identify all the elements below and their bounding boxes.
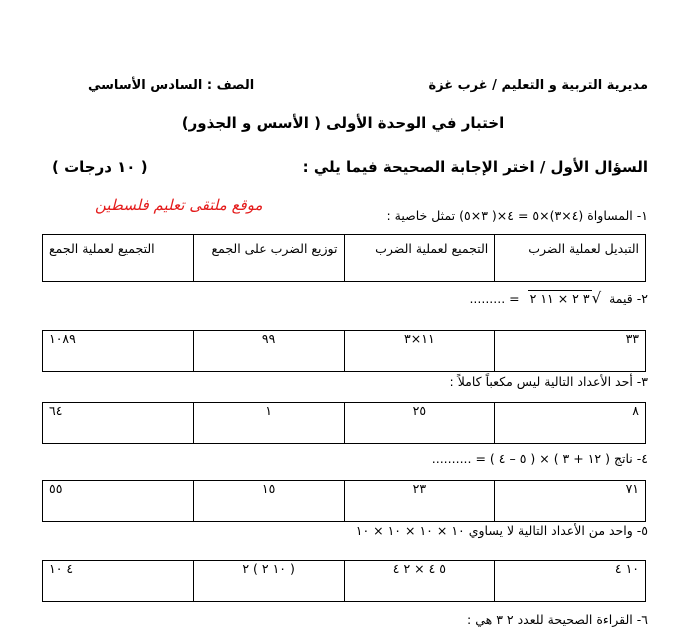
question-2-radicand: ٣ ٢ × ١١ ٢: [529, 291, 590, 306]
option-d[interactable]: التجميع لعملية الجمع: [43, 235, 194, 282]
option-d[interactable]: ٥٥: [43, 481, 194, 522]
option-d[interactable]: ٦٤: [43, 403, 194, 444]
watermark-text: موقع ملتقى تعليم فلسطين: [95, 196, 263, 214]
option-b[interactable]: ٢٥: [344, 403, 495, 444]
question-2-suffix: = .........: [469, 291, 520, 306]
section-marks: ( ١٠ درجات ): [52, 158, 148, 176]
question-4-text: ٤- ناتج ( ١٢ + ٣ ) × ( ٥ – ٤ ) = ..........: [431, 451, 648, 466]
section-heading: السؤال الأول / اختر الإجابة الصحيحة فيما يلي :: [302, 158, 648, 176]
option-a[interactable]: ٣٣: [495, 331, 646, 372]
question-2-prefix: ٢- قيمة: [609, 291, 648, 306]
question-6-text: ٦- القراءة الصحيحة للعدد ٢ ٣ هي :: [467, 612, 648, 627]
option-c[interactable]: ١: [193, 403, 344, 444]
exam-title: اختبار في الوحدة الأولى ( الأسس و الجذور): [181, 114, 505, 132]
option-b[interactable]: ٥ ٤ × ٢ ٤: [344, 561, 495, 602]
option-d[interactable]: ١٠٨٩: [43, 331, 194, 372]
question-1-options: [42, 234, 646, 282]
question-3-options: [42, 402, 646, 444]
question-4-options: [42, 480, 646, 522]
option-c[interactable]: توزيع الضرب على الجمع: [193, 235, 344, 282]
option-a[interactable]: ٧١: [495, 481, 646, 522]
option-a[interactable]: ١٠ ٤: [495, 561, 646, 602]
option-c[interactable]: ( ١٠ ٢ ) ٢: [193, 561, 344, 602]
option-c[interactable]: ١٥: [193, 481, 344, 522]
option-c[interactable]: ٩٩: [193, 331, 344, 372]
option-b[interactable]: التجميع لعملية الضرب: [344, 235, 495, 282]
grade-label: الصف : السادس الأساسي: [88, 78, 255, 93]
option-d[interactable]: ٤ ١٠: [43, 561, 194, 602]
question-3-text: ٣- أحد الأعداد التالية ليس مكعباً كاملاً :: [449, 374, 648, 389]
option-a[interactable]: التبديل لعملية الضرب: [495, 235, 646, 282]
question-5-options: [42, 560, 646, 602]
question-5-text: ٥- واحد من الأعداد التالية لا يساوي ١٠ × ١٠ × ١٠ × ١٠: [355, 523, 648, 538]
option-a[interactable]: ٨: [495, 403, 646, 444]
question-2-text: ٢- قيمة √٣ ٢ × ١١ ٢ = .........: [469, 289, 648, 307]
option-b[interactable]: ٢٣: [344, 481, 495, 522]
directorate-label: مديرية التربية و التعليم / غرب غزة: [428, 78, 648, 93]
question-1-text: ١- المساواة (٤×٣)×٥ = ٤×( ٣×٥) تمثل خاصية :: [386, 208, 648, 223]
question-2-options: [42, 330, 646, 372]
option-b[interactable]: ١١×٣: [344, 331, 495, 372]
